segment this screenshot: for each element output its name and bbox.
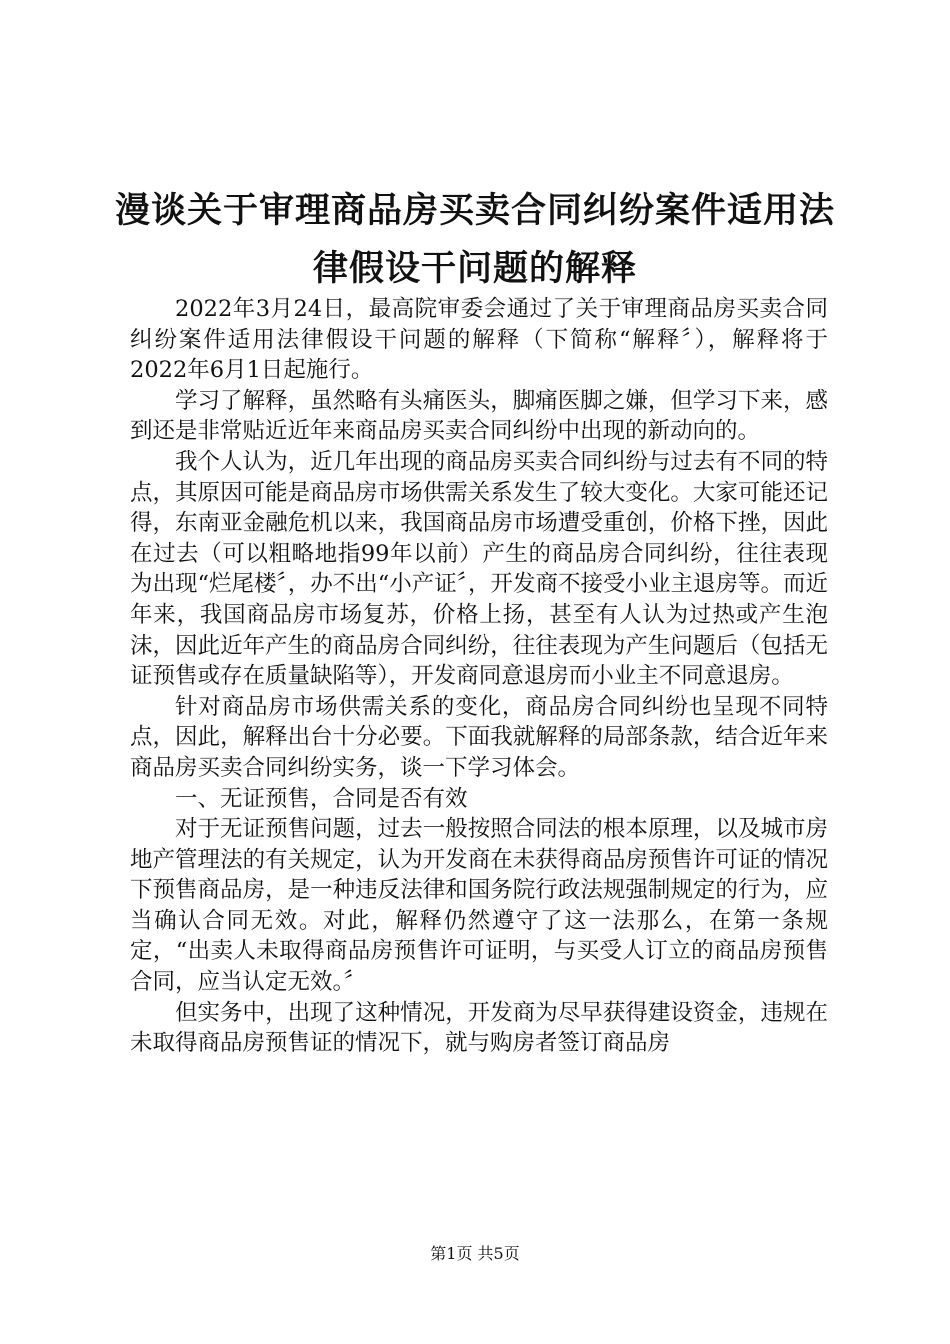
paragraph: 我个人认为，近几年出现的商品房买卖合同纠纷与过去有不同的特点，其原因可能是商品房市场供需关系发生了较大变化。大家可能还记得，东南亚金融危机以来，我国商品房市场遭受重创，价格下挫，因此在过去（可以粗略地指99年以前）产生的商品房合同纠纷，往往表现为出现“烂尾楼〞，办不出“小产证〞，开发商不接受小业主退房等。而近年来，我国商品房市场复苏，价格上扬，甚至有人认为过热或产生泡沫，因此近年产生的商品房合同纠纷，往往表现为产生问题后（包括无证预售或存在质量缺陷等），开发商同意退房而小业主不同意退房。 bbox=[130, 448, 829, 690]
section-heading: 一、无证预售，合同是否有效 bbox=[175, 785, 468, 812]
paragraph: 学习了解释，虽然略有头痛医头，脚痛医脚之嫌，但学习下来，感到还是非常贴近近年来商品房买卖合同纠纷中出现的新动向的。 bbox=[130, 387, 828, 445]
page-footer: 第1页 共5页 bbox=[430, 1244, 520, 1263]
paragraph: 针对商品房市场供需关系的变化，商品房合同纠纷也呈现不同特点，因此，解释出台十分必要。下面我就解释的局部条款，结合近年来商品房买卖合同纠纷实务，谈一下学习体会。 bbox=[130, 693, 828, 781]
paragraph: 2022年3月24日，最高院审委会通过了关于审理商品房买卖合同纠纷案件适用法律假设干问题的解释（下简称“解释〞），解释将于2022年6月1日起施行。 bbox=[130, 296, 828, 384]
paragraph: 对于无证预售问题，过去一般按照合同法的根本原理，以及城市房地产管理法的有关规定，认为开发商在未获得商品房预售许可证的情况下预售商品房，是一种违反法律和国务院行政法规强制规定的行为，应当确认合同无效。对此，解释仍然遵守了这一法那么，在第一条规定，“出卖人未取得商品房预售许可证明，与买受人订立的商品房预售合同，应当认定无效。〞 bbox=[130, 816, 828, 996]
paragraph: 但实务中，出现了这种情况，开发商为尽早获得建设资金，违规在未取得商品房预售证的情况下，就与购房者签订商品房 bbox=[130, 999, 828, 1057]
document-title: 漫谈关于审理商品房买卖合同纠纷案件适用法律假设干问题的解释 bbox=[114, 190, 835, 289]
document-body bbox=[130, 294, 828, 1059]
